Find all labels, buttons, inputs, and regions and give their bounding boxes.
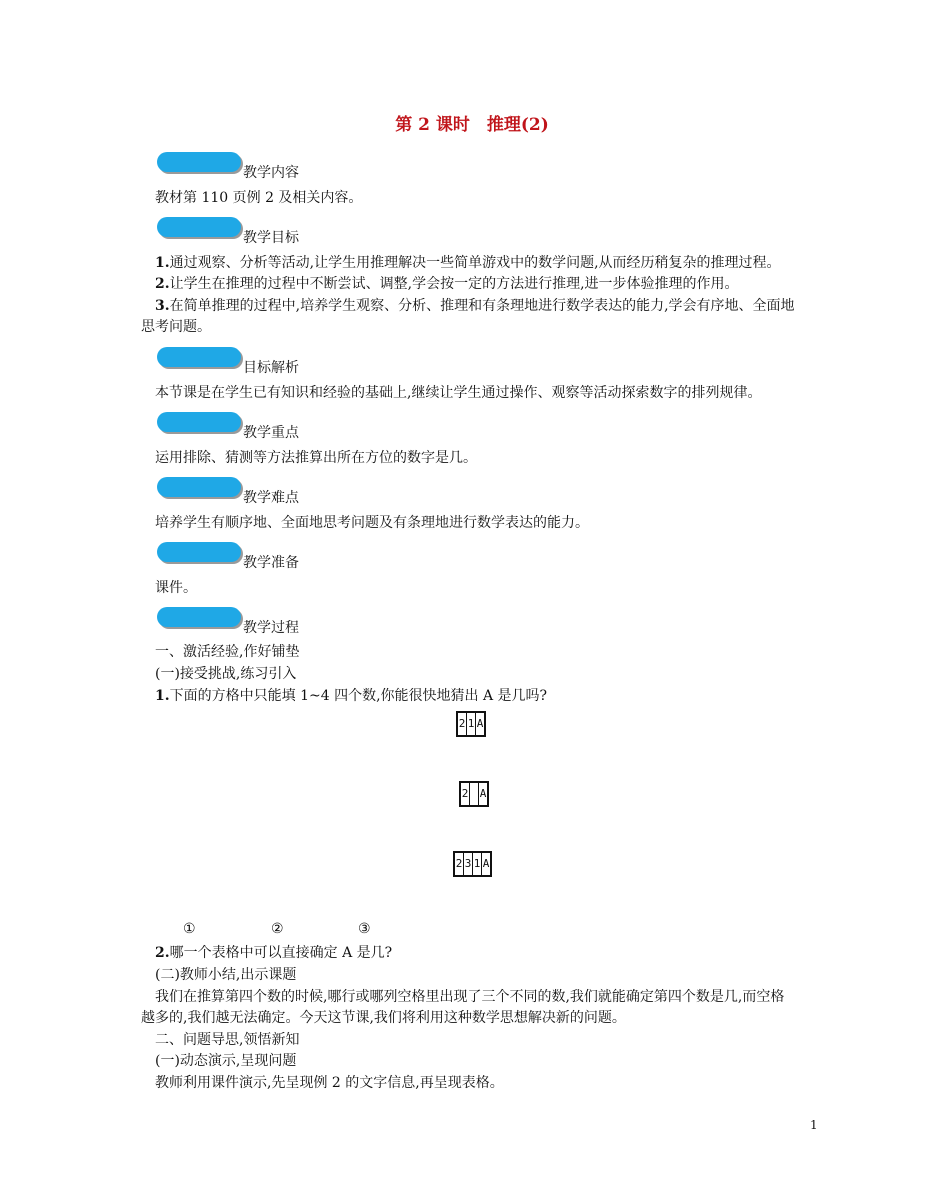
goal-item (155, 296, 795, 316)
goal-text: 让学生在推理的过程中不断尝试、调整,学会按一定的方法进行推理,进一步体验推理的作用。 (169, 276, 739, 292)
grid-cell: 1 (466, 713, 475, 735)
section-badge (157, 607, 241, 627)
grid-cell: A (475, 713, 484, 735)
question-text: 哪一个表格中可以直接确定 A 是几? (169, 945, 393, 961)
goal-number: 1. (155, 255, 170, 271)
section-badge (157, 217, 241, 237)
goal-item (155, 253, 781, 273)
grid-cell: 2 (461, 787, 469, 800)
section-badge (157, 477, 241, 497)
section-heading: 教学难点 (243, 490, 299, 506)
grid-label-3: ③ (358, 921, 371, 937)
grid-cell: 2 (455, 857, 463, 870)
grid-cell: A (481, 853, 490, 875)
goal-text: 在简单推理的过程中,培养学生观察、分析、推理和有条理地进行数学表达的能力,学会有序地、全面地 (169, 298, 795, 314)
process-subheading: (一)动态演示,呈现问题 (155, 1053, 297, 1069)
process-heading: 一、激活经验,作好铺垫 (155, 644, 300, 660)
section-heading: 教学重点 (243, 425, 299, 441)
section-heading: 教学内容 (243, 165, 299, 181)
grid-label-1: ① (183, 921, 196, 937)
question-1 (155, 686, 547, 706)
goal-number: 2. (155, 276, 170, 292)
section-heading: 目标解析 (243, 360, 299, 376)
process-subheading: (一)接受挑战,练习引入 (155, 666, 297, 682)
goal-item (155, 274, 739, 294)
section-body: 课件。 (155, 580, 197, 596)
paragraph: 我们在推算第四个数的时候,哪行或哪列空格里出现了三个不同的数,我们就能确定第四个数是几,而空格 (155, 989, 785, 1005)
section-badge (157, 542, 241, 562)
goal-continuation: 思考问题。 (141, 319, 211, 335)
puzzle-grid-2 (459, 781, 489, 807)
section-body: 教材第 110 页例 2 及相关内容。 (155, 190, 363, 206)
grid-cell: 2 (458, 717, 466, 730)
section-badge (157, 152, 241, 172)
puzzle-grid-3 (453, 851, 492, 877)
paragraph: 越多的,我们越无法确定。今天这节课,我们将利用这种数学思想解决新的问题。 (141, 1010, 626, 1026)
question-number: 2. (155, 945, 170, 961)
lesson-title: 第 2 课时 推理(2) (395, 115, 549, 135)
goal-text: 通过观察、分析等活动,让学生用推理解决一些简单游戏中的数学问题,从而经历稍复杂的推理过程。 (169, 255, 781, 271)
question-number: 1. (155, 688, 170, 704)
section-badge (157, 347, 241, 367)
goal-number: 3. (155, 298, 170, 314)
question-text: 下面的方格中只能填 1~4 四个数,你能很快地猜出 A 是几吗? (169, 688, 548, 704)
grid-label-2: ② (271, 921, 284, 937)
section-body: 培养学生有顺序地、全面地思考问题及有条理地进行数学表达的能力。 (155, 515, 589, 531)
section-badge (157, 412, 241, 432)
section-heading: 教学准备 (243, 555, 299, 571)
paragraph: 教师利用课件演示,先呈现例 2 的文字信息,再呈现表格。 (155, 1075, 504, 1091)
puzzle-grid-1 (456, 711, 486, 737)
grid-cell: 3 (463, 853, 472, 875)
section-body: 运用排除、猜测等方法推算出所在方位的数字是几。 (155, 450, 477, 466)
section-heading: 教学过程 (243, 620, 299, 636)
grid-cell (469, 783, 478, 805)
process-subheading: (二)教师小结,出示课题 (155, 967, 297, 983)
section-heading: 教学目标 (243, 230, 299, 246)
process-heading: 二、问题导思,领悟新知 (155, 1032, 300, 1048)
page-number: 1 (810, 1118, 818, 1132)
question-2 (155, 943, 392, 963)
section-body: 本节课是在学生已有知识和经验的基础上,继续让学生通过操作、观察等活动探索数字的排列规律。 (155, 385, 762, 401)
grid-cell: 1 (472, 853, 481, 875)
grid-cell: A (478, 783, 487, 805)
